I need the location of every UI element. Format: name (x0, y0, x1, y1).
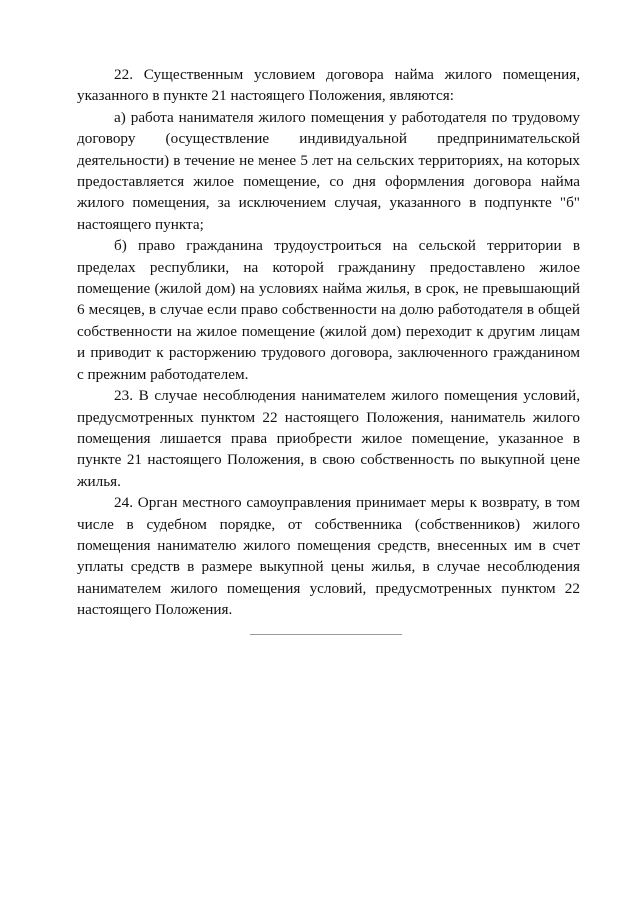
paragraph-22-b: б) право гражданина трудоустроиться на сельской территории в пределах республики, на которой гражданину предоставлено жилое помещение (жилой дом) на условиях найма жилья, в срок, не превышающий 6 месяцев, в случае если право собственности на долю работодателя в общей собственности на жилое помещение (жилой дом) переходит к другим лицам и приводит к расторжению трудового договора, заключенного гражданином с прежним работодателем. (77, 237, 580, 383)
document-body (77, 64, 580, 621)
paragraph-23: 23. В случае несоблюдения нанимателем жилого помещения условий, предусмотренных пунктом 22 настоящего Положения, наниматель жилого помещения лишается права приобрести жилое помещение, указанное в пункте 21 настоящего Положения, в свою собственность по выкупной цене жилья. (77, 387, 580, 490)
paragraph-22-a: а) работа нанимателя жилого помещения у работодателя по трудовому договору (осуществление индивидуальной предпринимательской деятельности) в течение не менее 5 лет на сельских территориях, на которых предоставляется жилое помещение, со дня оформления договора найма жилого помещения, за исключением случая, указанного в подпункте "б" настоящего пункта; (77, 108, 580, 233)
paragraph-22: 22. Существенным условием договора найма жилого помещения, указанного в пункте 21 настоящего Положения, являются: (77, 66, 580, 105)
end-divider-line (250, 634, 402, 635)
paragraph-24: 24. Орган местного самоуправления принимает меры к возврату, в том числе в судебном порядке, от собственника (собственников) жилого помещения нанимателю жилого помещения средств, внесенных им в счет уплаты средств в размере выкупной цены жилья, в случае несоблюдения нанимателем жилого помещения условий, предусмотренных пунктом 22 настоящего Положения. (77, 494, 580, 619)
